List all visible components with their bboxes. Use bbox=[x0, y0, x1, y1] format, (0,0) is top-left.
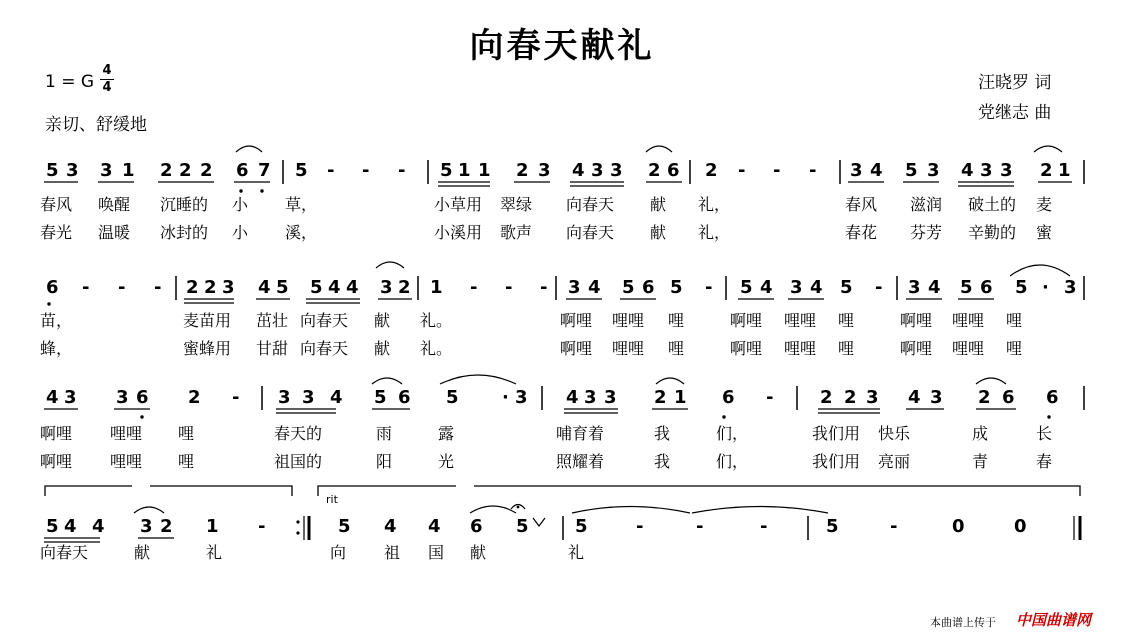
note: · bbox=[502, 387, 509, 408]
lyric-verse-1: 献 bbox=[134, 543, 151, 562]
note: 5 bbox=[622, 277, 635, 298]
note: 4 bbox=[64, 516, 77, 537]
note: - bbox=[470, 277, 478, 298]
note: 5 bbox=[575, 516, 588, 537]
lyric-verse-1: 礼。 bbox=[420, 311, 453, 330]
note: 4 bbox=[428, 516, 441, 537]
note: 5 bbox=[310, 277, 323, 298]
lyric-verse-2: 甘甜 bbox=[256, 339, 289, 358]
note: 4 bbox=[566, 387, 579, 408]
lyric-verse-2: 蜜蜂用 bbox=[183, 339, 232, 358]
lyric-verse-1: 苗， bbox=[40, 311, 73, 330]
octave-dot bbox=[260, 189, 263, 192]
rit-marking: rit bbox=[326, 493, 338, 506]
composer-credit: 党继志 曲 bbox=[978, 103, 1052, 123]
note: 5 bbox=[905, 160, 918, 181]
lyric-verse-1: 哩 bbox=[838, 311, 855, 330]
note: 3 bbox=[222, 277, 235, 298]
note: 4 bbox=[330, 387, 343, 408]
lyric-verse-1: 春风 bbox=[845, 195, 878, 214]
breath-mark bbox=[533, 518, 545, 526]
note: 4 bbox=[760, 277, 773, 298]
lyric-verse-2: 啊哩 bbox=[900, 339, 933, 358]
lyric-verse-2: 蜜 bbox=[1036, 223, 1053, 242]
slur bbox=[646, 146, 672, 152]
octave-dot bbox=[239, 189, 242, 192]
note: - bbox=[705, 277, 713, 298]
lyric-verse-1: 向 bbox=[330, 543, 347, 562]
lyric-verse-2: 蜂， bbox=[40, 339, 73, 358]
note: 3 bbox=[908, 277, 921, 298]
lyric-verse-1: 礼， bbox=[698, 195, 731, 214]
note: 2 bbox=[398, 277, 411, 298]
lyric-verse-1: 哩哩 bbox=[110, 424, 143, 443]
note: 2 bbox=[648, 160, 661, 181]
note: 5 bbox=[440, 160, 453, 181]
lyric-verse-1: 露 bbox=[438, 424, 455, 443]
footer-upload-text: 本曲谱上传于 bbox=[930, 616, 996, 629]
lyric-verse-1: 我们用 bbox=[812, 424, 861, 443]
lyric-verse-1: 们， bbox=[716, 424, 749, 443]
lyric-verse-1: 哺育着 bbox=[556, 424, 605, 443]
octave-dot bbox=[47, 302, 50, 305]
note: 4 bbox=[258, 277, 271, 298]
note: 4 bbox=[572, 160, 585, 181]
note: 2 bbox=[186, 277, 199, 298]
note: 1 bbox=[674, 387, 687, 408]
lyric-verse-1: 麦苗用 bbox=[183, 311, 232, 330]
note: 5 bbox=[46, 516, 59, 537]
lyric-verse-1: 啊哩 bbox=[900, 311, 933, 330]
lyric-verse-2: 礼， bbox=[698, 223, 731, 242]
note: 3 bbox=[790, 277, 803, 298]
note: 2 bbox=[1040, 160, 1053, 181]
note: - bbox=[258, 516, 266, 537]
slur bbox=[236, 146, 262, 152]
volta-1-bracket bbox=[45, 486, 292, 496]
slur bbox=[692, 507, 828, 514]
lyric-verse-1: 哩哩 bbox=[784, 311, 817, 330]
note: 2 bbox=[705, 160, 718, 181]
slur bbox=[1010, 265, 1070, 276]
note: 3 bbox=[930, 387, 943, 408]
lyric-verse-1: 沉睡的 bbox=[160, 195, 209, 214]
fermata-dot bbox=[517, 506, 520, 509]
lyric-verse-2: 小溪用 bbox=[434, 223, 483, 242]
lyric-verse-2: 啊哩 bbox=[730, 339, 763, 358]
lyric-verse-1: 祖 bbox=[384, 543, 401, 562]
lyric-verse-2: 献 bbox=[650, 223, 667, 242]
lyric-verse-2: 献 bbox=[374, 339, 391, 358]
lyric-verse-1: 唤醒 bbox=[98, 195, 131, 214]
lyric-verse-2: 向春天 bbox=[566, 223, 615, 242]
lyric-verse-2: 哩 bbox=[178, 452, 195, 471]
note: 6 bbox=[398, 387, 411, 408]
note: 3 bbox=[515, 387, 528, 408]
note: 3 bbox=[538, 160, 551, 181]
volta-1-bg bbox=[132, 478, 150, 492]
note: - bbox=[540, 277, 548, 298]
note: - bbox=[875, 277, 883, 298]
note: 3 bbox=[1064, 277, 1077, 298]
note: · bbox=[1042, 277, 1049, 298]
lyric-verse-1: 春风 bbox=[40, 195, 73, 214]
lyric-verse-2: 哩 bbox=[1006, 339, 1023, 358]
note: 6 bbox=[1046, 387, 1059, 408]
note: 3 bbox=[1000, 160, 1013, 181]
note: 3 bbox=[140, 516, 153, 537]
note: 6 bbox=[46, 277, 59, 298]
note: 6 bbox=[236, 160, 249, 181]
lyric-verse-2: 春 bbox=[1036, 452, 1053, 471]
note: 2 bbox=[188, 387, 201, 408]
note: 3 bbox=[302, 387, 315, 408]
note: 2 bbox=[654, 387, 667, 408]
note: - bbox=[154, 277, 162, 298]
slur bbox=[376, 262, 404, 268]
note: 3 bbox=[116, 387, 129, 408]
lyric-verse-2: 辛勤的 bbox=[968, 223, 1017, 242]
site-logo: 中国曲谱网 bbox=[1016, 611, 1092, 629]
note: - bbox=[118, 277, 126, 298]
slur bbox=[572, 507, 690, 514]
note: 3 bbox=[568, 277, 581, 298]
note: 5 bbox=[276, 277, 289, 298]
note: 2 bbox=[200, 160, 213, 181]
octave-dot bbox=[722, 415, 725, 418]
note: - bbox=[398, 160, 406, 181]
lyric-verse-1: 成 bbox=[972, 424, 989, 443]
lyric-verse-2: 光 bbox=[438, 452, 455, 471]
lyric-verse-1: 哩哩 bbox=[952, 311, 985, 330]
lyric-verse-1: 哩哩 bbox=[612, 311, 645, 330]
lyric-verse-1: 小草用 bbox=[434, 195, 483, 214]
lyric-verse-1: 春天的 bbox=[274, 424, 323, 443]
note: 2 bbox=[160, 516, 173, 537]
note: 2 bbox=[820, 387, 833, 408]
repeat-dot bbox=[296, 531, 299, 534]
lyric-verse-1: 草， bbox=[285, 195, 318, 214]
note: 5 bbox=[960, 277, 973, 298]
note: 1 bbox=[206, 516, 219, 537]
lyric-verse-1: 啊哩 bbox=[560, 311, 593, 330]
note: - bbox=[82, 277, 90, 298]
note: 2 bbox=[179, 160, 192, 181]
note: - bbox=[362, 160, 370, 181]
note: 3 bbox=[850, 160, 863, 181]
note: 5 bbox=[295, 160, 308, 181]
lyric-verse-1: 献 bbox=[650, 195, 667, 214]
lyric-verse-1: 小 bbox=[232, 195, 249, 214]
lyric-verse-2: 溪， bbox=[285, 223, 318, 242]
note: 4 bbox=[46, 387, 59, 408]
note: - bbox=[636, 516, 644, 537]
lyric-verse-2: 我 bbox=[654, 452, 671, 471]
note: 6 bbox=[980, 277, 993, 298]
lyric-verse-1: 我 bbox=[654, 424, 671, 443]
lyric-verse-1: 献 bbox=[374, 311, 391, 330]
note: 4 bbox=[346, 277, 359, 298]
note: - bbox=[505, 277, 513, 298]
lyric-verse-2: 祖国的 bbox=[274, 452, 323, 471]
lyric-verse-2: 温暖 bbox=[98, 223, 131, 242]
slur bbox=[470, 506, 516, 513]
lyric-verse-2: 们， bbox=[716, 452, 749, 471]
lyric-verse-1: 向春天 bbox=[300, 311, 349, 330]
note: 3 bbox=[866, 387, 879, 408]
note: 5 bbox=[374, 387, 387, 408]
note: 6 bbox=[1002, 387, 1015, 408]
note: 4 bbox=[384, 516, 397, 537]
key-signature: 1 = G bbox=[45, 72, 95, 92]
lyric-verse-1: 快乐 bbox=[878, 424, 911, 443]
slur bbox=[976, 378, 1006, 384]
lyric-verse-2: 阳 bbox=[376, 452, 393, 471]
note: 2 bbox=[516, 160, 529, 181]
note: - bbox=[890, 516, 898, 537]
lyric-verse-1: 哩 bbox=[668, 311, 685, 330]
note: - bbox=[766, 387, 774, 408]
note: 4 bbox=[870, 160, 883, 181]
lyric-verse-2: 照耀着 bbox=[556, 452, 605, 471]
note: 3 bbox=[100, 160, 113, 181]
note: - bbox=[696, 516, 704, 537]
note: 6 bbox=[667, 160, 680, 181]
note: 1 bbox=[458, 160, 471, 181]
slur bbox=[372, 378, 402, 384]
lyric-verse-2: 哩 bbox=[838, 339, 855, 358]
lyric-verse-1: 哩 bbox=[1006, 311, 1023, 330]
note: 3 bbox=[66, 160, 79, 181]
note: 1 bbox=[122, 160, 135, 181]
note: 4 bbox=[92, 516, 105, 537]
note: 1 bbox=[1058, 160, 1071, 181]
lyric-verse-1: 礼 bbox=[206, 543, 223, 562]
note: 3 bbox=[927, 160, 940, 181]
lyric-verse-2: 哩 bbox=[668, 339, 685, 358]
lyric-verse-1: 啊哩 bbox=[40, 424, 73, 443]
lyric-verse-1: 破土的 bbox=[968, 195, 1017, 214]
lyric-verse-1: 向春天 bbox=[566, 195, 615, 214]
lyric-verse-1: 茁壮 bbox=[256, 311, 289, 330]
note: 2 bbox=[204, 277, 217, 298]
lyric-verse-1: 哩 bbox=[178, 424, 195, 443]
note: 1 bbox=[478, 160, 491, 181]
note: 3 bbox=[64, 387, 77, 408]
slur bbox=[134, 507, 164, 513]
tempo-marking: 亲切、舒缓地 bbox=[45, 115, 147, 135]
note: 7 bbox=[258, 160, 271, 181]
note: - bbox=[738, 160, 746, 181]
note: 0 bbox=[952, 516, 965, 537]
song-title: 向春天献礼 bbox=[469, 26, 655, 66]
note: 5 bbox=[826, 516, 839, 537]
lyric-verse-1: 献 bbox=[470, 543, 487, 562]
lyric-verse-2: 啊哩 bbox=[40, 452, 73, 471]
lyric-verse-1: 长 bbox=[1036, 424, 1053, 443]
octave-dot bbox=[140, 415, 143, 418]
note: 3 bbox=[380, 277, 393, 298]
note: 6 bbox=[642, 277, 655, 298]
note: 6 bbox=[136, 387, 149, 408]
note: - bbox=[809, 160, 817, 181]
note: 3 bbox=[278, 387, 291, 408]
note: 3 bbox=[604, 387, 617, 408]
note: 4 bbox=[908, 387, 921, 408]
lyric-verse-2: 亮丽 bbox=[878, 452, 911, 471]
note: - bbox=[760, 516, 768, 537]
lyric-verse-1: 啊哩 bbox=[730, 311, 763, 330]
lyric-verse-1: 礼 bbox=[568, 543, 585, 562]
lyric-verse-1: 国 bbox=[428, 543, 445, 562]
slur bbox=[440, 375, 516, 384]
lyric-verse-2: 芬芳 bbox=[910, 223, 943, 242]
lyric-verse-1: 向春天 bbox=[40, 543, 89, 562]
note: 4 bbox=[328, 277, 341, 298]
note: 3 bbox=[610, 160, 623, 181]
lyric-verse-2: 我们用 bbox=[812, 452, 861, 471]
lyric-verse-2: 向春天 bbox=[300, 339, 349, 358]
volta-2-bracket bbox=[318, 486, 1080, 496]
note: 3 bbox=[980, 160, 993, 181]
lyric-verse-2: 哩哩 bbox=[784, 339, 817, 358]
lyric-verse-2: 哩哩 bbox=[612, 339, 645, 358]
note: 5 bbox=[840, 277, 853, 298]
note: 4 bbox=[810, 277, 823, 298]
lyric-verse-2: 春光 bbox=[40, 223, 73, 242]
repeat-dot bbox=[296, 520, 299, 523]
note: 4 bbox=[928, 277, 941, 298]
note: 6 bbox=[722, 387, 735, 408]
time-sig-bottom: 4 bbox=[102, 80, 112, 95]
note: 5 bbox=[1015, 277, 1028, 298]
note: 4 bbox=[961, 160, 974, 181]
lyric-verse-2: 青 bbox=[972, 452, 989, 471]
note: 2 bbox=[978, 387, 991, 408]
note: 5 bbox=[670, 277, 683, 298]
lyric-verse-2: 春花 bbox=[845, 223, 878, 242]
note: 0 bbox=[1014, 516, 1027, 537]
note: 5 bbox=[46, 160, 59, 181]
slur bbox=[1034, 146, 1062, 152]
note: 2 bbox=[160, 160, 173, 181]
volta-2-bg bbox=[456, 478, 474, 492]
note: 5 bbox=[446, 387, 459, 408]
note: 6 bbox=[470, 516, 483, 537]
lyric-verse-1: 雨 bbox=[376, 424, 393, 443]
lyric-verse-2: 冰封的 bbox=[160, 223, 209, 242]
lyricist-credit: 汪晓罗 词 bbox=[978, 73, 1052, 93]
note: - bbox=[773, 160, 781, 181]
note: 5 bbox=[740, 277, 753, 298]
note: - bbox=[232, 387, 240, 408]
lyric-verse-2: 礼。 bbox=[420, 339, 453, 358]
lyric-verse-2: 啊哩 bbox=[560, 339, 593, 358]
note: 1 bbox=[430, 277, 443, 298]
lyric-verse-2: 哩哩 bbox=[952, 339, 985, 358]
lyric-verse-1: 滋润 bbox=[910, 195, 943, 214]
note: 5 bbox=[516, 516, 529, 537]
lyric-verse-2: 歌声 bbox=[500, 223, 533, 242]
lyric-verse-2: 哩哩 bbox=[110, 452, 143, 471]
note: 3 bbox=[584, 387, 597, 408]
note: - bbox=[327, 160, 335, 181]
time-sig-top: 4 bbox=[102, 63, 112, 78]
lyric-verse-1: 麦 bbox=[1036, 195, 1053, 214]
note: 3 bbox=[591, 160, 604, 181]
lyric-verse-2: 小 bbox=[232, 223, 249, 242]
octave-dot bbox=[1047, 415, 1050, 418]
slur bbox=[656, 378, 684, 384]
note: 2 bbox=[844, 387, 857, 408]
lyric-verse-1: 翠绿 bbox=[500, 195, 533, 214]
note: 4 bbox=[588, 277, 601, 298]
note: 5 bbox=[338, 516, 351, 537]
